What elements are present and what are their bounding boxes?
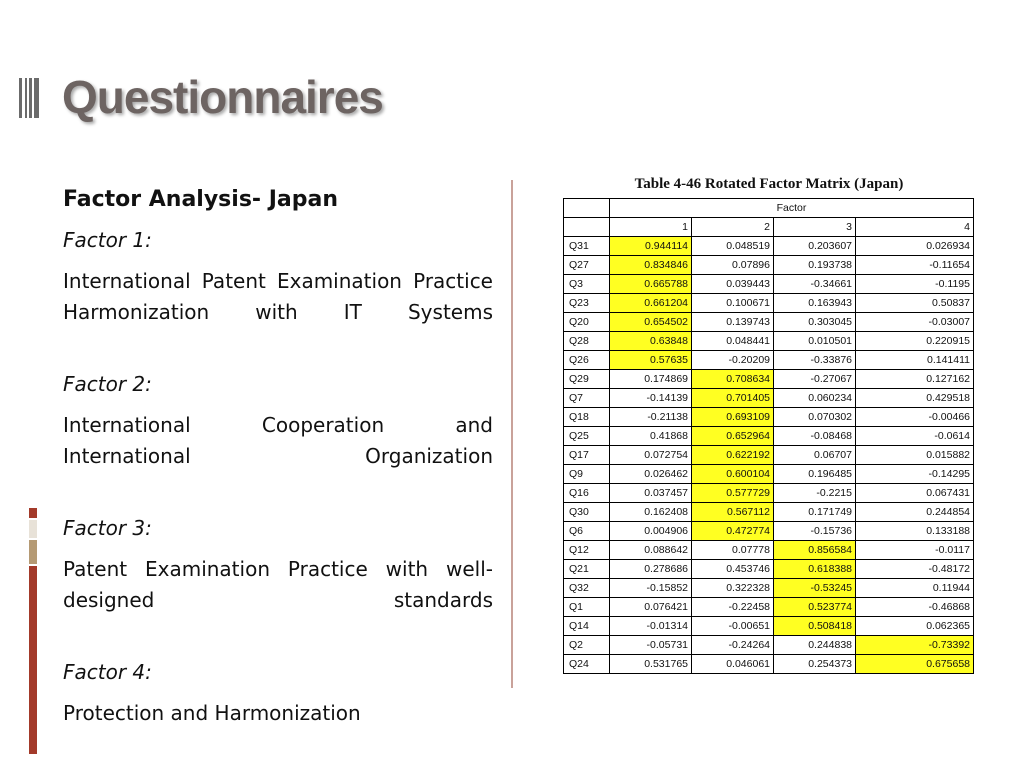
slide-title: Questionnaires	[62, 71, 383, 123]
table-row	[564, 598, 974, 617]
table-column-header-row	[564, 218, 974, 237]
table-corner-cell	[564, 199, 610, 218]
table-row	[564, 560, 974, 579]
loading-cell: 0.088642	[610, 541, 692, 560]
table-row	[564, 256, 974, 275]
table-row	[564, 636, 974, 655]
table-row	[564, 237, 974, 256]
question-label: Q2	[564, 636, 610, 655]
factor-1-description: International Patent Examination Practice Harmonization with IT Systems	[63, 269, 493, 324]
loading-cell: -0.48172	[856, 560, 974, 579]
loading-cell: 0.429518	[856, 389, 974, 408]
loading-cell: 0.203607	[774, 237, 856, 256]
accent-segment-2	[29, 520, 37, 538]
loading-cell: -0.27067	[774, 370, 856, 389]
loading-cell: 0.141411	[856, 351, 974, 370]
loading-cell: 0.062365	[856, 617, 974, 636]
loading-cell: 0.048441	[692, 332, 774, 351]
loading-cell: 0.015882	[856, 446, 974, 465]
loading-cell: 0.63848	[610, 332, 692, 351]
loading-cell: 0.163943	[774, 294, 856, 313]
loading-cell: -0.33876	[774, 351, 856, 370]
loading-cell: 0.026934	[856, 237, 974, 256]
table-row	[564, 370, 974, 389]
loading-cell: -0.14295	[856, 465, 974, 484]
loading-cell: 0.834846	[610, 256, 692, 275]
loading-cell: 0.037457	[610, 484, 692, 503]
table-row	[564, 579, 974, 598]
question-label: Q31	[564, 237, 610, 256]
table-row	[564, 313, 974, 332]
loading-cell: 0.039443	[692, 275, 774, 294]
loading-cell: 0.193738	[774, 256, 856, 275]
factor-matrix-table	[563, 198, 974, 674]
loading-cell: 0.244854	[856, 503, 974, 522]
question-label: Q1	[564, 598, 610, 617]
loading-cell: -0.01314	[610, 617, 692, 636]
left-column	[63, 184, 493, 770]
loading-cell: -0.14139	[610, 389, 692, 408]
loading-cell: 0.07778	[692, 541, 774, 560]
question-label: Q24	[564, 655, 610, 674]
loading-cell: -0.15852	[610, 579, 692, 598]
table-row	[564, 408, 974, 427]
loading-cell: 0.133188	[856, 522, 974, 541]
loading-cell: 0.06707	[774, 446, 856, 465]
loading-cell: 0.060234	[774, 389, 856, 408]
loading-cell: 0.472774	[692, 522, 774, 541]
loading-cell: 0.303045	[774, 313, 856, 332]
accent-segment-1	[29, 508, 37, 518]
table-row	[564, 655, 974, 674]
question-label: Q3	[564, 275, 610, 294]
loading-cell: -0.1195	[856, 275, 974, 294]
column-header: 1	[610, 218, 692, 237]
loading-cell: 0.127162	[856, 370, 974, 389]
question-label: Q21	[564, 560, 610, 579]
table-row	[564, 332, 974, 351]
loading-cell: 0.171749	[774, 503, 856, 522]
question-label: Q26	[564, 351, 610, 370]
loading-cell: 0.067431	[856, 484, 974, 503]
loading-cell: 0.139743	[692, 313, 774, 332]
loading-cell: -0.46868	[856, 598, 974, 617]
table-corner-cell	[564, 218, 610, 237]
table-row	[564, 446, 974, 465]
question-label: Q7	[564, 389, 610, 408]
question-label: Q12	[564, 541, 610, 560]
loading-cell: -0.15736	[774, 522, 856, 541]
loading-cell: -0.53245	[774, 579, 856, 598]
column-header: 3	[774, 218, 856, 237]
loading-cell: 0.100671	[692, 294, 774, 313]
table-caption: Table 4-46 Rotated Factor Matrix (Japan)	[634, 176, 904, 192]
loading-cell: 0.11944	[856, 579, 974, 598]
table-row	[564, 351, 974, 370]
loading-cell: -0.34661	[774, 275, 856, 294]
loading-cell: -0.73392	[856, 636, 974, 655]
loading-cell: 0.048519	[692, 237, 774, 256]
loading-cell: 0.004906	[610, 522, 692, 541]
loading-cell: 0.622192	[692, 446, 774, 465]
loading-cell: 0.50837	[856, 294, 974, 313]
loading-cell: 0.856584	[774, 541, 856, 560]
factor-4-label: Factor 4:	[63, 660, 152, 684]
loading-cell: 0.652964	[692, 427, 774, 446]
question-label: Q28	[564, 332, 610, 351]
table-group-header-row	[564, 199, 974, 218]
loading-cell: -0.2215	[774, 484, 856, 503]
question-label: Q16	[564, 484, 610, 503]
factor-1-label: Factor 1:	[63, 228, 152, 252]
loading-cell: 0.531765	[610, 655, 692, 674]
loading-cell: 0.196485	[774, 465, 856, 484]
factor-3-description: Patent Examination Practice with well-designed standards	[63, 557, 493, 612]
loading-cell: 0.026462	[610, 465, 692, 484]
loading-cell: 0.600104	[692, 465, 774, 484]
section-heading: Factor Analysis- Japan	[63, 187, 338, 212]
loading-cell: -0.24264	[692, 636, 774, 655]
loading-cell: 0.567112	[692, 503, 774, 522]
question-label: Q23	[564, 294, 610, 313]
loading-cell: 0.453746	[692, 560, 774, 579]
loading-cell: 0.046061	[692, 655, 774, 674]
loading-cell: 0.322328	[692, 579, 774, 598]
table-row	[564, 617, 974, 636]
accent-segment-3	[29, 540, 37, 564]
table-row	[564, 503, 974, 522]
loading-cell: 0.278686	[610, 560, 692, 579]
table-row	[564, 294, 974, 313]
table-row	[564, 275, 974, 294]
loading-cell: 0.174869	[610, 370, 692, 389]
question-label: Q6	[564, 522, 610, 541]
question-label: Q20	[564, 313, 610, 332]
loading-cell: 0.162408	[610, 503, 692, 522]
loading-cell: 0.220915	[856, 332, 974, 351]
table-row	[564, 389, 974, 408]
loading-cell: -0.0117	[856, 541, 974, 560]
loading-cell: 0.254373	[774, 655, 856, 674]
loading-cell: -0.08468	[774, 427, 856, 446]
question-label: Q30	[564, 503, 610, 522]
question-label: Q18	[564, 408, 610, 427]
accent-stripe	[29, 508, 37, 754]
loading-cell: 0.41868	[610, 427, 692, 446]
title-bars-icon	[19, 78, 39, 118]
loading-cell: 0.665788	[610, 275, 692, 294]
factor-group-header: Factor	[610, 199, 974, 218]
column-divider	[511, 180, 513, 688]
question-label: Q29	[564, 370, 610, 389]
question-label: Q14	[564, 617, 610, 636]
factor-2-description: International Cooperation and International Organization	[63, 413, 493, 468]
table-row	[564, 522, 974, 541]
loading-cell: 0.244838	[774, 636, 856, 655]
loading-cell: -0.11654	[856, 256, 974, 275]
loading-cell: 0.010501	[774, 332, 856, 351]
loading-cell: -0.20209	[692, 351, 774, 370]
loading-cell: 0.57635	[610, 351, 692, 370]
loading-cell: 0.701405	[692, 389, 774, 408]
loading-cell: 0.523774	[774, 598, 856, 617]
loading-cell: -0.0614	[856, 427, 974, 446]
loading-cell: 0.577729	[692, 484, 774, 503]
accent-segment-4	[29, 566, 37, 754]
column-header: 4	[856, 218, 974, 237]
loading-cell: -0.22458	[692, 598, 774, 617]
loading-cell: 0.944114	[610, 237, 692, 256]
question-label: Q32	[564, 579, 610, 598]
table-row	[564, 484, 974, 503]
loading-cell: 0.675658	[856, 655, 974, 674]
table-row	[564, 541, 974, 560]
loading-cell: 0.654502	[610, 313, 692, 332]
loading-cell: 0.708634	[692, 370, 774, 389]
loading-cell: -0.00651	[692, 617, 774, 636]
factor-3-label: Factor 3:	[63, 516, 152, 540]
loading-cell: 0.508418	[774, 617, 856, 636]
loading-cell: 0.072754	[610, 446, 692, 465]
loading-cell: 0.618388	[774, 560, 856, 579]
table-row	[564, 465, 974, 484]
factor-2-label: Factor 2:	[63, 372, 152, 396]
loading-cell: -0.00466	[856, 408, 974, 427]
loading-cell: 0.661204	[610, 294, 692, 313]
loading-cell: -0.05731	[610, 636, 692, 655]
question-label: Q27	[564, 256, 610, 275]
loading-cell: 0.076421	[610, 598, 692, 617]
question-label: Q9	[564, 465, 610, 484]
loading-cell: 0.693109	[692, 408, 774, 427]
table-row	[564, 427, 974, 446]
question-label: Q25	[564, 427, 610, 446]
question-label: Q17	[564, 446, 610, 465]
table-body	[564, 237, 974, 674]
loading-cell: 0.07896	[692, 256, 774, 275]
loading-cell: 0.070302	[774, 408, 856, 427]
loading-cell: -0.21138	[610, 408, 692, 427]
factor-4-description: Protection and Harmonization	[63, 701, 361, 725]
column-header: 2	[692, 218, 774, 237]
loading-cell: -0.03007	[856, 313, 974, 332]
